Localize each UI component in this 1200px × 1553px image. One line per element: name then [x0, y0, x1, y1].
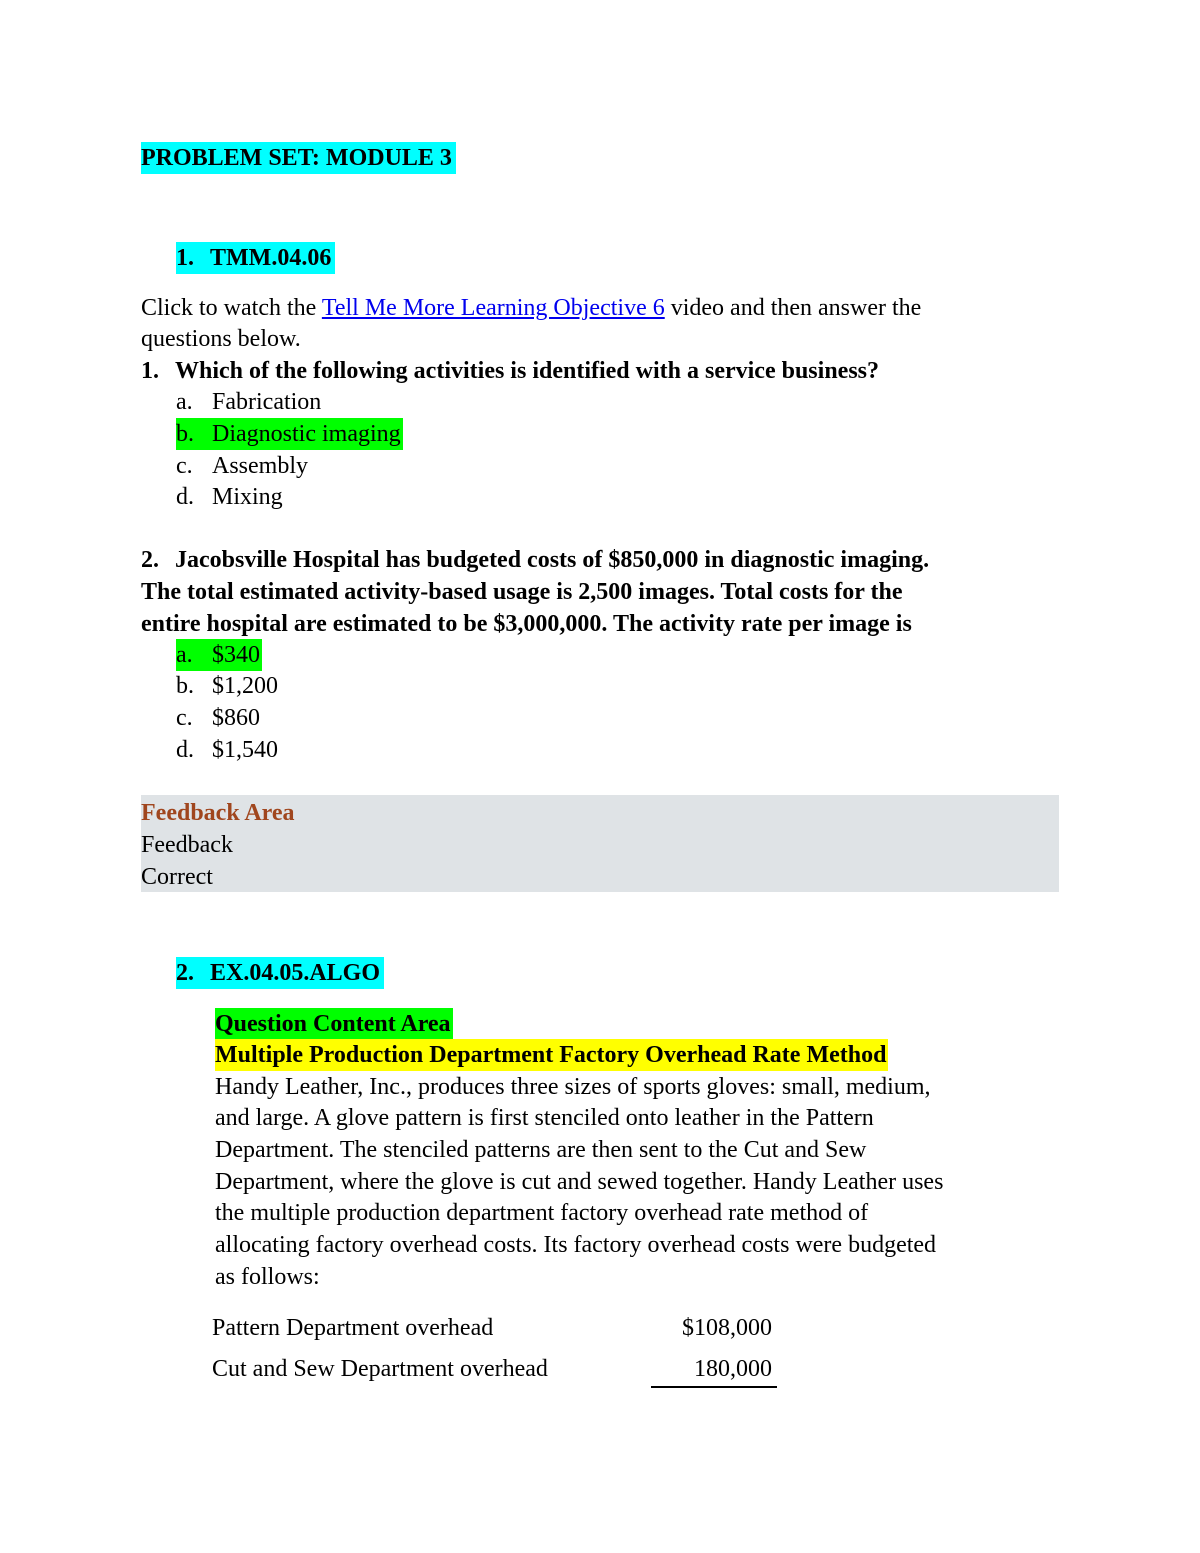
table-row-amount: $108,000 [682, 1315, 772, 1341]
paragraph-line-2: and large. A glove pattern is first stenciled onto leather in the Pattern [215, 1105, 874, 1131]
paragraph-line-4: Department, where the glove is cut and sewed together. Handy Leather uses [215, 1169, 944, 1195]
question-1-option-b-correct[interactable] [176, 418, 403, 450]
question-2-line-2: The total estimated activity-based usage is 2,500 images. Total costs for the [141, 579, 903, 605]
paragraph-line-7: as follows: [215, 1264, 320, 1290]
question-2-option-b[interactable] [176, 670, 278, 702]
option-text: $860 [212, 705, 260, 731]
page-title: PROBLEM SET: MODULE 3 [141, 142, 456, 174]
question-2-number: 2. [141, 547, 159, 573]
problem-2-number: 2. [176, 960, 194, 986]
option-letter: a. [176, 389, 193, 415]
question-1-option-d[interactable] [176, 481, 283, 513]
option-text: Diagnostic imaging [212, 421, 401, 447]
question-1-number: 1. [141, 358, 159, 384]
problem-1-intro-line2: questions below. [141, 326, 301, 352]
intro-text-before: Click to watch the [141, 295, 322, 321]
option-letter: b. [176, 421, 194, 447]
problem-2-heading [176, 957, 384, 989]
problem-1-intro [141, 292, 921, 324]
problem-1-code: TMM.04.06 [210, 245, 332, 271]
problem-1-number: 1. [176, 245, 194, 271]
question-2-option-a-correct[interactable] [176, 639, 262, 671]
option-text: $1,540 [212, 737, 278, 763]
option-text: $340 [212, 642, 260, 668]
option-text: Fabrication [212, 389, 322, 415]
question-1-option-a[interactable] [176, 386, 321, 418]
option-letter: c. [176, 705, 193, 731]
question-2-line-1 [141, 544, 929, 576]
feedback-result: Correct [141, 864, 213, 890]
question-1 [141, 355, 879, 387]
question-2-option-d[interactable] [176, 734, 278, 766]
question-2-option-c[interactable] [176, 702, 260, 734]
intro-text-after: video and then answer the [664, 295, 922, 321]
paragraph-line-3: Department. The stenciled patterns are then sent to the Cut and Sew [215, 1137, 867, 1163]
option-letter: d. [176, 737, 194, 763]
question-2-text: Jacobsville Hospital has budgeted costs of $850,000 in diagnostic imaging. [175, 547, 930, 573]
option-text: Mixing [212, 484, 283, 510]
problem-2-code: EX.04.05.ALGO [210, 960, 381, 986]
question-1-option-c[interactable] [176, 450, 308, 482]
paragraph-line-5: the multiple production department factory overhead rate method of [215, 1200, 869, 1226]
feedback-area-title: Feedback Area [141, 800, 295, 826]
table-row-amount: 180,000 [694, 1356, 772, 1382]
total-underline [651, 1386, 777, 1388]
question-2-line-3: entire hospital are estimated to be $3,000,000. The activity rate per image is [141, 611, 912, 637]
question-content-area-label: Question Content Area [215, 1008, 453, 1040]
feedback-label: Feedback [141, 832, 233, 858]
problem-2-title: Multiple Production Department Factory Overhead Rate Method [215, 1039, 888, 1071]
question-1-text: Which of the following activities is identified with a service business? [175, 358, 879, 384]
option-letter: c. [176, 453, 193, 479]
tell-me-more-video-link[interactable]: Tell Me More Learning Objective 6 [321, 295, 665, 321]
option-letter: d. [176, 484, 194, 510]
option-letter: a. [176, 642, 193, 668]
option-text: Assembly [212, 453, 308, 479]
option-text: $1,200 [212, 673, 278, 699]
paragraph-line-1: Handy Leather, Inc., produces three sizes of sports gloves: small, medium, [215, 1074, 931, 1100]
paragraph-line-6: allocating factory overhead costs. Its factory overhead costs were budgeted [215, 1232, 937, 1258]
table-row-label: Cut and Sew Department overhead [212, 1356, 548, 1382]
option-letter: b. [176, 673, 194, 699]
problem-1-heading [176, 242, 335, 274]
table-row-label: Pattern Department overhead [212, 1315, 494, 1341]
